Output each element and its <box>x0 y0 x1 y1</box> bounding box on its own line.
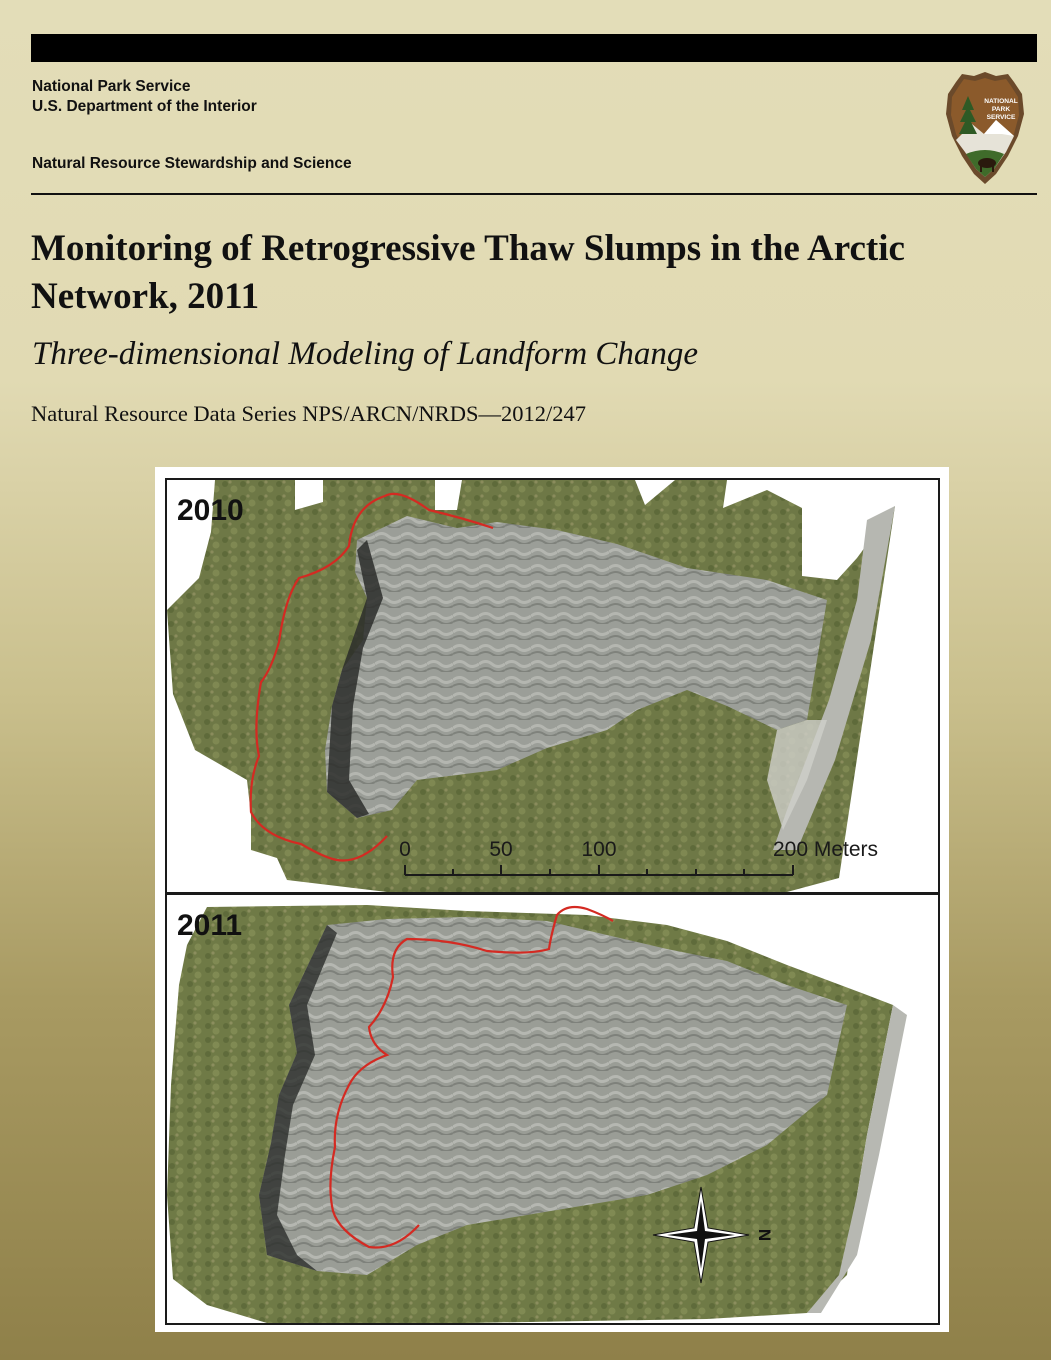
panel-2011 <box>165 893 940 1325</box>
header-rule <box>31 193 1037 195</box>
north-label: N <box>755 1228 774 1242</box>
agency-block <box>32 77 257 117</box>
logo-word-2: PARK <box>991 106 1011 113</box>
scale-label-100: 100 <box>581 838 617 861</box>
scale-label-0: 0 <box>399 838 411 861</box>
report-series: Natural Resource Data Series NPS/ARCN/NRDS—2012/247 <box>31 401 586 426</box>
aerial-model-2010 <box>167 480 938 892</box>
cover-figure <box>155 467 949 1332</box>
year-label-2010: 2010 <box>177 494 244 527</box>
aerial-model-2011 <box>167 895 938 1323</box>
report-title: Monitoring of Retrogressive Thaw Slumps in the Arctic Network, 2011 <box>31 228 905 317</box>
logo-word-1: NATIONAL <box>984 98 1018 105</box>
year-label-2011: 2011 <box>177 909 243 942</box>
nps-arrowhead-logo <box>944 70 1026 186</box>
panel-2010 <box>165 478 940 894</box>
agency-name: National Park Service <box>32 78 191 95</box>
department-name: U.S. Department of the Interior <box>32 98 257 115</box>
report-subtitle: Three-dimensional Modeling of Landform Change <box>32 336 699 372</box>
top-black-bar <box>31 34 1037 62</box>
logo-word-3: SERVICE <box>986 114 1016 121</box>
scale-label-50: 50 <box>489 838 513 861</box>
scale-label-200: 200 Meters <box>773 838 879 861</box>
program-name: Natural Resource Stewardship and Science <box>32 155 352 172</box>
